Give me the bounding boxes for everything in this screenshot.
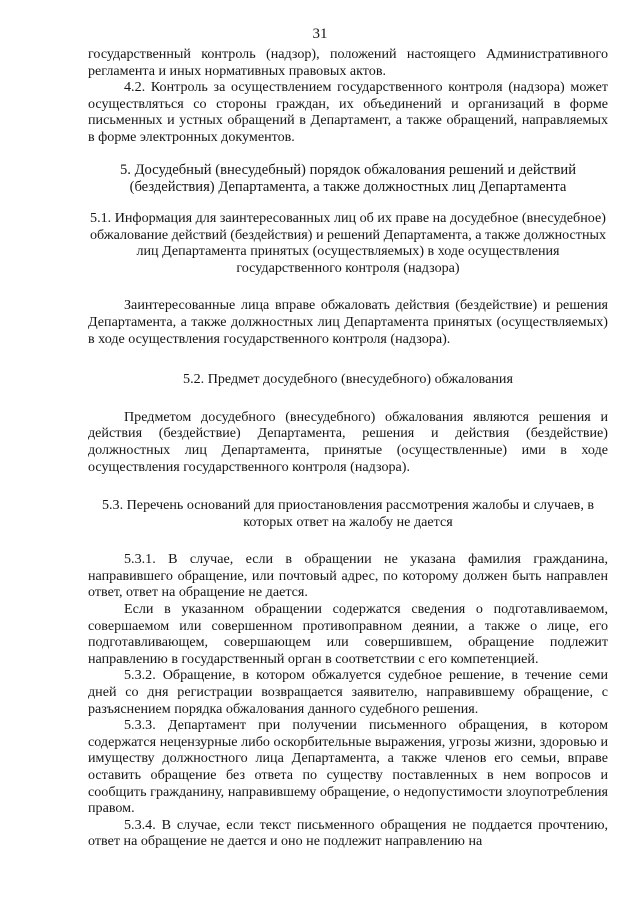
section-5-heading: 5. Досудебный (внесудебный) порядок обжалования решений и действий (бездействия) Департамента, а также должностных лиц Департамента xyxy=(119,161,577,195)
paragraph-5-2: Предметом досудебного (внесудебного) обжалования являются решения и действия (бездействие) Департамента, решения и действия (бездействие) должностных лиц Департамента, принятые (осуществленные) ими в ходе осуществления государственного контроля (надзора). xyxy=(88,408,608,475)
paragraph-5-3-4: 5.3.4. В случае, если текст письменного обращения не поддается прочтению, ответ на обращение не дается и оно не подлежит направлению на xyxy=(88,816,608,850)
subsection-5-3-heading: 5.3. Перечень оснований для приостановления рассмотрения жалобы и случаев, в которых ответ на жалобу не дается xyxy=(101,497,595,530)
subsection-5-2-heading: 5.2. Предмет досудебного (внесудебного) обжалования xyxy=(183,371,513,388)
paragraph-continuation: государственный контроль (надзор), положений настоящего Административного регламента и иных нормативных правовых актов. xyxy=(88,46,608,79)
paragraph-5-3-1: 5.3.1. В случае, если в обращении не указана фамилия гражданина, направившего обращение, или почтовый адрес, по которому должен быть направлен ответ, ответ на обращение не дается. xyxy=(88,551,608,601)
document-body xyxy=(88,46,608,850)
paragraph-5-3-2: 5.3.2. Обращение, в котором обжалуется судебное решение, в течение семи дней со дня регистрации возвращается заявителю, направившему обращение, с разъяснением порядка обжалования данного судебного решения. xyxy=(88,667,608,717)
page-number: 31 xyxy=(312,26,328,42)
paragraph-5-3-3: 5.3.3. Департамент при получении письменного обращения, в котором содержатся нецензурные либо оскорбительные выражения, угрозы жизни, здоровью и имуществу должностного лица Департамента, а также членов его семьи, вправе оставить обращение без ответа по существу поставленных в нем вопросов и сообщить гражданину, направившему обращение, о недопустимости злоупотребления правом. xyxy=(88,717,608,817)
paragraph-4-2: 4.2. Контроль за осуществлением государственного контроля (надзора) может осуществляться со стороны граждан, их объединений и организаций в форме письменных и устных обращений в Департамент, а также обращений, направляемых в форме электронных документов. xyxy=(88,79,608,145)
subsection-5-1-heading: 5.1. Информация для заинтересованных лиц об их праве на досудебное (внесудебное) обжалование действий (бездействия) и решений Департамента, а также должностных лиц Департамента принятых (осуществляемых) в ходе осуществления государственного контроля (надзора) xyxy=(89,209,607,276)
paragraph-5-1: Заинтересованные лица вправе обжаловать действия (бездействие) и решения Департамента, а также должностных лиц Департамента принятых (осуществляемых) в ходе осуществления государственного контроля (надзора). xyxy=(88,297,608,347)
paragraph-5-3-1-b: Если в указанном обращении содержатся сведения о подготавливаемом, совершаемом или совершенном противоправном деянии, а также о лице, его подготавливающем, совершающем или совершившем, обращение подлежит направлению в государственный орган в соответствии с его компетенцией. xyxy=(88,601,608,667)
